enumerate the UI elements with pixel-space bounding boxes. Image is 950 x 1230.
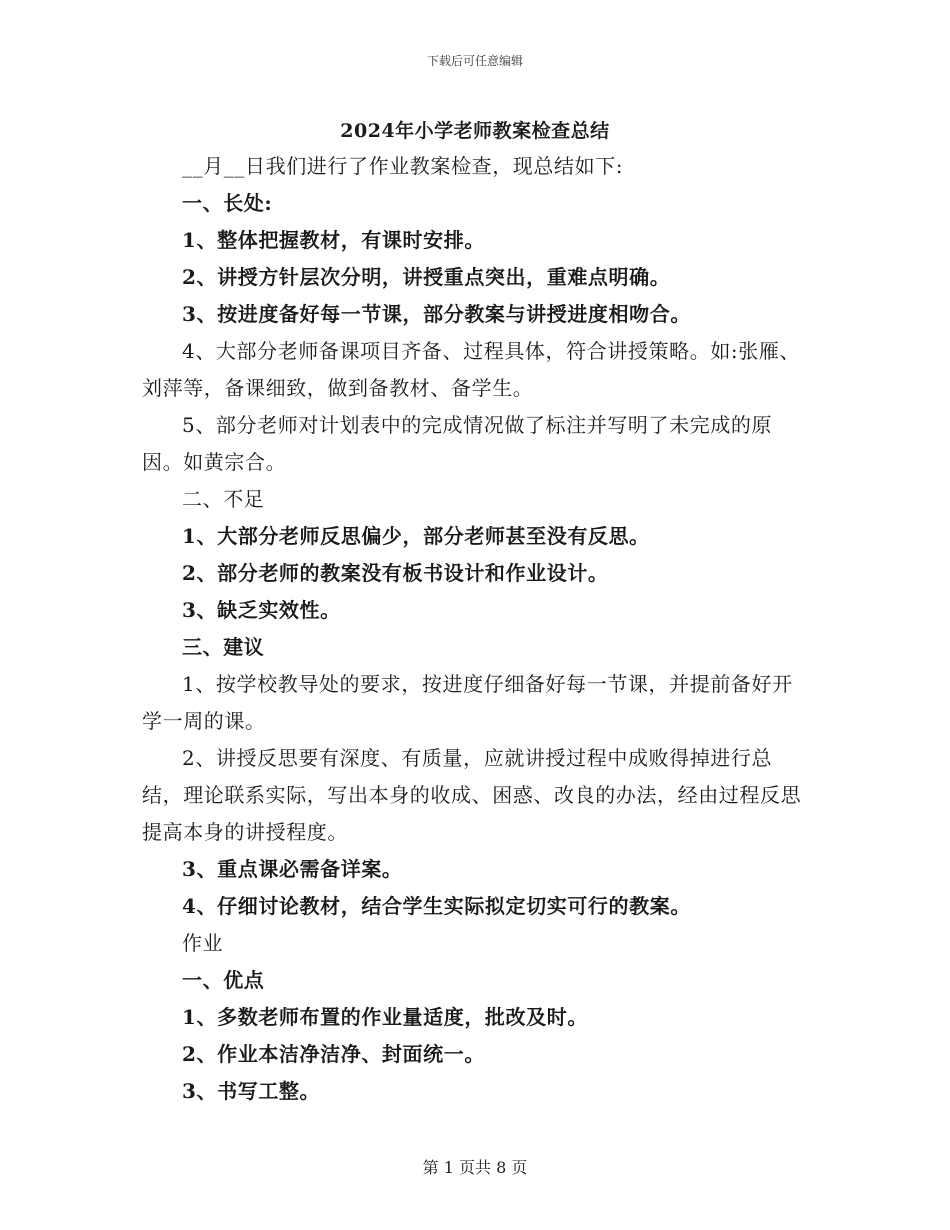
paragraph-heading-suggestions: 三、建议	[182, 635, 265, 659]
paragraph-shortcoming-3: 3、缺乏实效性。	[182, 598, 341, 622]
page-footer: 第 1 页共 8 页	[422, 1158, 528, 1177]
paragraph-merit-3: 3、书写工整。	[182, 1079, 321, 1103]
paragraph-heading-homework: 作业	[182, 931, 224, 955]
paragraph-suggestion-2: 2、讲授反思要有深度、有质量，应就讲授过程中成败得掉进行总结，理论联系实际，写出本身的收成、困惑、改良的办法，经由过程反思提高本身的讲授程度。	[142, 746, 802, 844]
paragraph-strength-1: 1、整体把握教材，有课时安排。	[182, 228, 485, 252]
page-header: 下载后可任意编辑	[426, 54, 523, 68]
paragraph-merit-1: 1、多数老师布置的作业量适度，批改及时。	[182, 1005, 588, 1029]
paragraph-strength-5: 5、部分老师对计划表中的完成情况做了标注并写明了未完成的原因。如黄宗合。	[142, 413, 773, 474]
paragraph-shortcoming-1: 1、大部分老师反思偏少，部分老师甚至没有反思。	[182, 524, 650, 548]
paragraph-heading-strengths: 一、长处:	[182, 191, 273, 215]
paragraph-strength-4: 4、大部分老师备课项目齐备、过程具体，符合讲授策略。如:张雁、刘萍等，备课细致，做到备教材、备学生。	[142, 339, 801, 400]
paragraph-suggestion-1: 1、按学校教导处的要求，按进度仔细备好每一节课，并提前备好开学一周的课。	[142, 672, 793, 733]
paragraph-suggestion-3: 3、重点课必需备详案。	[182, 857, 403, 881]
document-title: 2024年小学老师教案检查总结	[340, 120, 610, 142]
paragraph-heading-merits: 一、优点	[182, 968, 265, 992]
paragraph-intro: __月__日我们进行了作业教案检查，现总结如下:	[182, 154, 624, 178]
paragraph-strength-3: 3、按进度备好每一节课，部分教案与讲授进度相吻合。	[182, 302, 691, 326]
paragraph-strength-2: 2、讲授方针层次分明，讲授重点突出，重难点明确。	[182, 265, 671, 289]
paragraph-shortcoming-2: 2、部分老师的教案没有板书设计和作业设计。	[182, 561, 609, 585]
paragraph-heading-shortcomings: 二、不足	[182, 487, 265, 511]
paragraph-suggestion-4: 4、仔细讨论教材，结合学生实际拟定切实可行的教案。	[182, 894, 691, 918]
paragraph-merit-2: 2、作业本洁净洁净、封面统一。	[182, 1042, 485, 1066]
document-body	[142, 148, 808, 1110]
